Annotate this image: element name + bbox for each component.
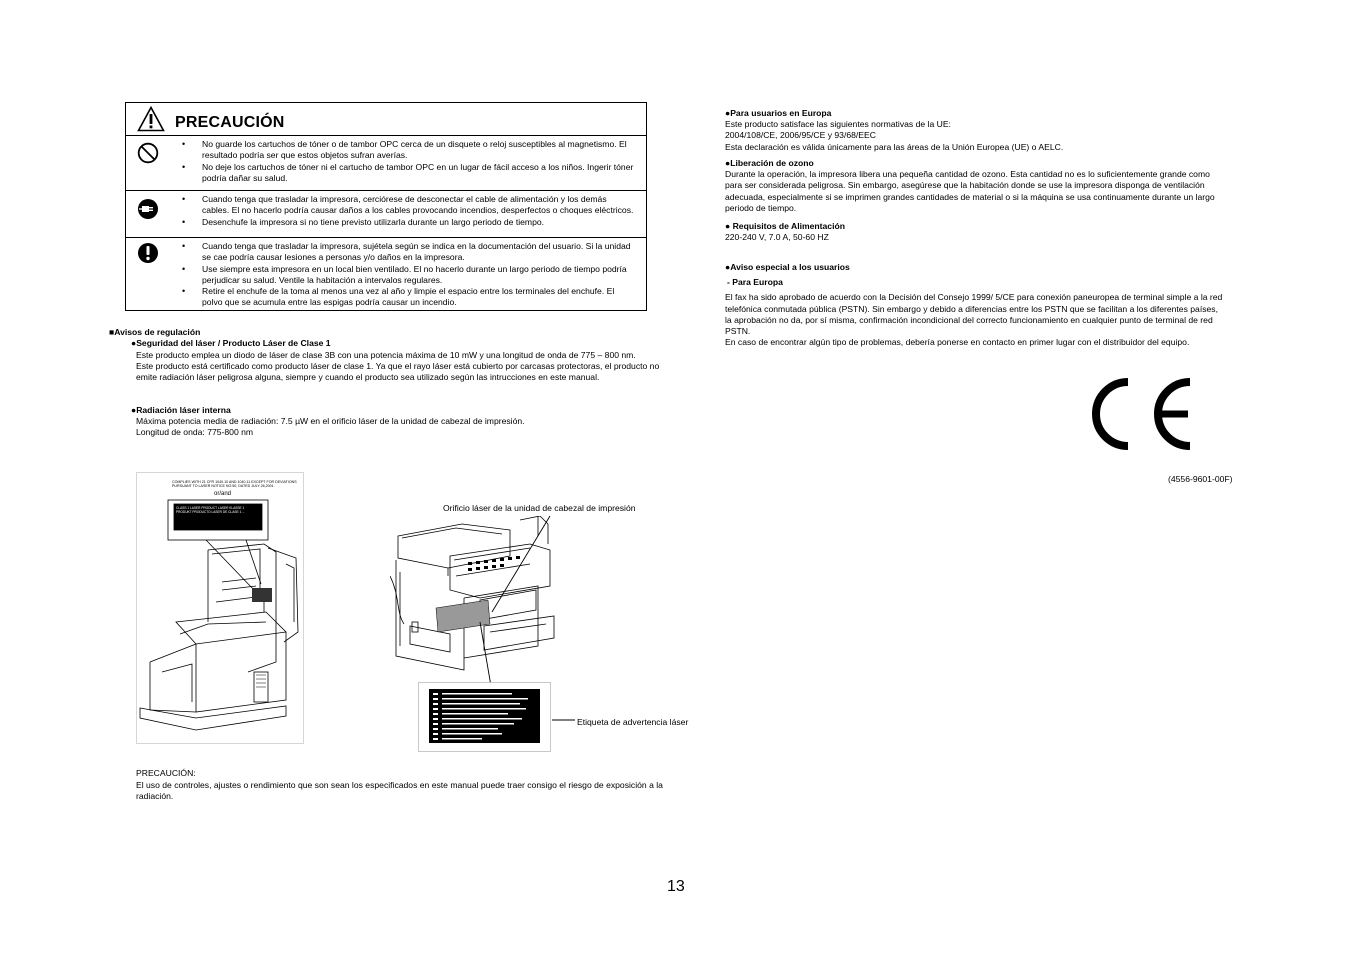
caution-list bbox=[190, 194, 636, 228]
prohibited-icon bbox=[137, 142, 159, 164]
callout-laser-orifice: Orificio láser de la unidad de cabezal de impresión bbox=[443, 503, 636, 513]
caution-list bbox=[190, 241, 636, 309]
power-text: 220-240 V, 7.0 A, 50-60 HZ bbox=[725, 232, 829, 243]
caution-item: • Desenchufe la impresora si no tiene previsto utilizarla durante un largo periodo de tiempo. bbox=[190, 217, 636, 228]
caution-row-unplug bbox=[126, 191, 646, 238]
regulation-heading: ■Avisos de regulación bbox=[109, 327, 201, 337]
unplug-icon bbox=[137, 198, 159, 220]
europe-heading: ●Para usuarios en Europa bbox=[725, 108, 832, 118]
caution-item: • Use siempre esta impresora en un local bien ventilado. El no hacerlo durante un largo periodo de tiempo podría perjudicar su salud. Ventile la habitación a intervalos regulares. bbox=[190, 264, 636, 287]
callout-warning-label: Etiqueta de advertencia láser bbox=[577, 717, 689, 727]
precaution-note bbox=[136, 768, 676, 803]
radiation-power: Máxima potencia media de radiación: 7.5 µW en el orificio láser de la unidad de cabezal de impresión. bbox=[136, 416, 525, 426]
caution-title: PRECAUCIÓN bbox=[175, 114, 285, 131]
compliance-label-text: COMPLIES WITH 21 CFR 1040.10 AND 1040.11 EXCEPT FOR DEVIATIONS PURSUANT TO LASER NOTICE NO.50, DATED JULY 26,2001. bbox=[172, 480, 297, 489]
ozone-text: Durante la operación, la impresora libera una pequeña cantidad de ozono. Esta cantidad no es lo suficientemente grande como para ser considerada peligrosa. Sin embargo, asegúrese que la habitación donde se use la impresora disponga de ventilación adecuada, especialmente si se imprimen grandes cantidades de material o si la máquina se usa continuamente durante un largo periodo de tiempo. bbox=[725, 169, 1215, 213]
caution-header bbox=[126, 103, 646, 136]
power-section bbox=[725, 221, 1225, 243]
precaution-note-text: El uso de controles, ajustes o rendimiento que son sean los especificados en este manual puede traer consigo el riesgo de exposición a la radiación. bbox=[136, 779, 663, 802]
precaution-note-title: PRECAUCIÓN: bbox=[136, 768, 196, 778]
caution-box bbox=[125, 102, 647, 311]
laser-warning-label bbox=[418, 682, 551, 752]
laser-safety-heading: ●Seguridad del láser / Producto Láser de Clase 1 bbox=[131, 338, 331, 348]
class1-label-text: CLASS 1 LASER PRODUCT LASER KLASSE 1 PRODUKT PRODUCTO LASER DE CLASE 1 ... bbox=[176, 506, 245, 514]
page-number: 13 bbox=[667, 878, 685, 895]
power-heading: ● Requisitos de Alimentación bbox=[725, 221, 845, 231]
ozone-heading: ●Liberación de ozono bbox=[725, 158, 814, 168]
special-contact: En caso de encontrar algún tipo de problemas, debería ponerse en contacto en primer lugar con el distribuidor del equipo. bbox=[725, 337, 1190, 348]
caution-item: • Cuando tenga que trasladar la impresora, sujétela según se indica en la documentación del usuario. Si la unidad se cae podría causar lesiones a personas y/o daños en la impresora. bbox=[190, 241, 636, 264]
special-notice-section bbox=[725, 262, 1225, 348]
document-code: (4556-9601-00F) bbox=[1168, 474, 1233, 484]
europe-text: Este producto satisface las siguientes normativas de la UE: bbox=[725, 119, 951, 130]
internal-radiation-text bbox=[136, 416, 672, 438]
caution-item: • Retire el enchufe de la toma al menos una vez al año y limpie el espacio entre los terminales del enchufe. El polvo que se acumula entre las espigas podría causar un incendio. bbox=[190, 286, 636, 309]
ozone-section bbox=[725, 158, 1225, 214]
special-text: El fax ha sido aprobado de acuerdo con la Decisión del Consejo 1999/ 5/CE para conexión paneuropea de terminal simple a la red telefónica conmutada pública (PSTN). Sin embargo y debido a diferencias entre los PSTN que se facilitan a los diferentes países, la aprobación no da, por sí misma, confirmación incondicional del correcto funcionamiento en cualquier punto de terminal de red PSTN. bbox=[725, 292, 1223, 337]
caution-item: • No deje los cartuchos de tóner ni el cartucho de tambor OPC en un lugar de fácil acceso a los niños. Ingerir tóner podría dañar su salud. bbox=[190, 162, 636, 185]
ce-mark-icon bbox=[1092, 378, 1196, 450]
europe-validity: Esta declaración es válida únicamente para las áreas de la Unión Europea (UE) o AELC. bbox=[725, 141, 1064, 152]
exclamation-icon bbox=[137, 242, 159, 264]
wavelength: Longitud de onda: 775-800 nm bbox=[136, 427, 254, 438]
special-heading: ●Aviso especial a los usuarios bbox=[725, 262, 850, 272]
label-or-and: or/and bbox=[214, 491, 232, 497]
caution-row-storage bbox=[126, 136, 646, 191]
europe-directives: 2004/108/CE, 2006/95/CE y 93/68/EEC bbox=[725, 130, 876, 141]
special-subheading: - Para Europa bbox=[727, 277, 783, 288]
caution-list bbox=[190, 139, 636, 184]
caution-item: • No guarde los cartuchos de tóner o de tambor OPC cerca de un disquete o reloj susceptibles al magnetismo. El resultado podría ser que estos objetos sufran averías. bbox=[190, 139, 636, 162]
caution-item: • Cuando tenga que trasladar la impresora, cerciórese de desconectar el cable de alimentación y los demás cables. El no hacerlo podría causar daños a los cables provocando incendios, desperfectos o choques eléctricos. bbox=[190, 194, 636, 217]
laser-safety-text bbox=[136, 350, 672, 384]
warning-triangle-icon bbox=[137, 106, 165, 132]
laser-paragraph: Este producto emplea un diodo de láser de clase 3B con una potencia máxima de 10 mW y una longitud de onda de 775 – 800 nm. bbox=[136, 350, 636, 360]
europe-section bbox=[725, 108, 1225, 153]
laser-paragraph: Este producto está certificado como producto láser de clase 1. Ya que el rayo láser está cubierto por carcasas protectoras, el producto no emite radiación láser peligrosa alguna, siempre y cuando el producto sea utilizado según las intrucciones en este manual. bbox=[136, 361, 660, 383]
caution-row-mandatory bbox=[126, 238, 646, 311]
internal-radiation-heading: ●Radiación láser interna bbox=[131, 405, 231, 415]
